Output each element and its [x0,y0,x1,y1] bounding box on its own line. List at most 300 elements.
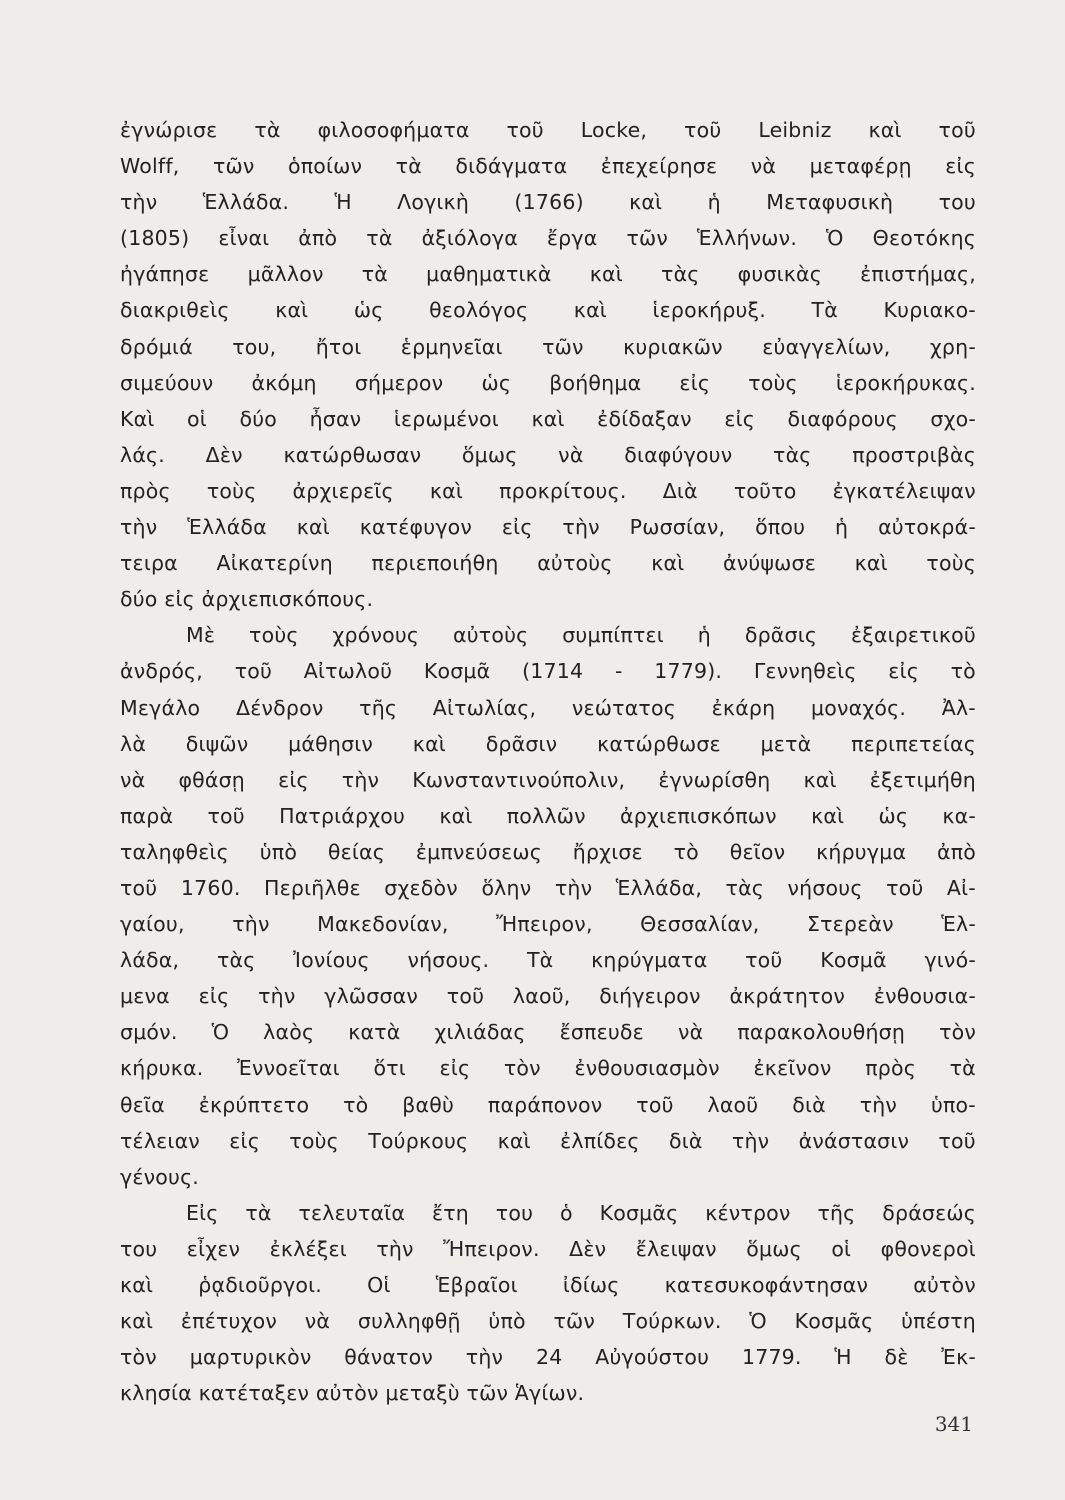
word: τὴν [341,767,380,792]
word: Ἑλ- [941,912,976,937]
word: ἐκλέξει [269,1236,347,1261]
word: - [614,659,623,684]
text-line [120,1087,976,1123]
word: χρόνους [332,623,420,648]
word: Οἱ [367,1273,391,1297]
word: καὶ [429,478,464,503]
line-text: γένους. [120,1164,200,1189]
text-line [120,545,976,581]
word: ἤρχισε [572,839,643,864]
word: του [120,1236,158,1261]
word: διὰ [668,1128,703,1153]
word: κα- [942,803,976,828]
word: ὅτι [373,1056,406,1081]
word: μάθησιν [288,731,374,756]
word: λάδα, [120,948,180,973]
text-line [120,184,976,220]
word: ἀκράτητον [729,984,846,1009]
word: Ἤπειρον. [443,1236,540,1261]
text-line [120,148,976,184]
word: φθάσῃ [178,767,246,792]
word: δρόμιά [120,334,193,359]
word: Πατριάρχου [279,803,406,828]
word: ὁποίων [288,154,363,179]
word: καὶ [275,298,309,323]
word: τοῦ [446,984,485,1009]
word: τοῦ [745,948,783,973]
word: ὡς [878,803,909,828]
text-line [120,292,976,328]
word: ὑπὸ [488,1309,526,1334]
word: θεολόγος [429,298,529,323]
page-number: 341 [934,1412,973,1436]
word: κατώρθωσε [597,731,721,756]
text-line [120,1375,976,1411]
word: διακριθεὶς [120,298,230,323]
word: Ἑλλήνων. [697,226,798,251]
word: λάς. [120,442,165,467]
line-text: δύο εἰς ἀρχιεπισκόπους. [120,587,374,612]
text-line [120,365,976,401]
word: περιεποιήθη [371,551,499,576]
word: μαρτυρικὸν [189,1345,312,1370]
word: Αὐγούστου [595,1345,710,1370]
word: θείας [327,839,385,864]
word: Ἀλ- [941,695,976,720]
text-line [120,1267,976,1303]
body-text [120,112,976,1411]
word: παράπονον [487,1092,603,1117]
text-line [120,1123,976,1159]
word: τοὺς [249,623,299,648]
word: ἐνθουσια- [873,984,976,1009]
word: του [938,190,976,215]
word: κατὰ [348,1020,401,1045]
word: θεῖα [120,1092,165,1117]
word: ἐδίδαξαν [597,406,692,431]
text-line [120,870,976,906]
word: νὰ [304,1309,331,1334]
word: τὰ [395,154,422,179]
word: εἰς [679,370,711,395]
word: γινό- [924,948,976,973]
word: σχο- [930,406,976,431]
word: δύο [239,406,278,431]
word: ὡς [353,298,384,323]
word: προκρίτους. [499,478,627,503]
word: θάνατον [344,1345,434,1370]
word: ἐπεχείρησε [600,154,718,179]
text-line [120,653,976,689]
word: ὑπὸ [259,839,298,864]
word: κατέφυγον [359,515,473,540]
word: παρὰ [120,803,174,828]
word: ἔσπευδε [559,1020,644,1045]
word: Τούρκους [368,1128,469,1153]
word: τὰ [366,226,393,251]
word: τὴν [465,1345,504,1370]
word: Ὁ [826,226,844,251]
word: εἰς [945,154,976,179]
word: Ἑλλάδα, [615,875,703,900]
word: ἔργα [546,226,598,251]
word: σήμερον [354,370,444,395]
word: ἱεροκήρυκας. [835,370,976,395]
word: (1766) [514,190,584,215]
word: φιλοσοφήματα [317,118,470,142]
word: καὶ [803,767,837,792]
text-line [120,1195,976,1231]
word: Τὰ [526,948,554,973]
word: νεώτατος [571,695,676,720]
word: κήρυγμα [816,839,907,864]
word: παρακολουθήσῃ [737,1020,906,1045]
word: Μεγάλο [120,695,201,720]
word: τὴν [120,515,158,540]
word: ἱεροκήρυξ. [652,298,766,323]
word: διαφόρους [787,406,898,431]
word: τοῦ [938,1128,976,1153]
text-line [120,220,976,256]
word: τοὺς [748,370,798,395]
word: ταληφθεὶς [120,839,229,864]
word: ἐξετιμήθη [869,767,976,792]
word: τοῦ [506,118,544,142]
word: ὑπέστη [901,1309,976,1334]
word: μᾶλλον [247,262,324,287]
word: Μὲ [186,623,216,648]
word: ἐγκατέλειψαν [832,478,976,503]
word: ἐπέτυχον [180,1309,278,1334]
word: ἐλπίδες [560,1128,640,1153]
word: ὁ [560,1200,573,1225]
word: καὶ [651,551,685,576]
word: τὰ [254,118,281,142]
word: ἀκόμη [251,370,317,395]
word: τὰς [725,875,765,900]
word: καὶ [296,515,330,540]
word: Κοσμᾶ [423,659,491,684]
word: γαίου, [120,912,185,937]
text-line [120,617,976,653]
word: περιπετείας [851,731,976,756]
word: 1779. [741,1345,802,1370]
word: τὴν [376,1236,414,1261]
word: τὴν [731,1128,770,1153]
word: ἀπὸ [298,226,338,251]
word: καὶ [439,803,473,828]
word: τὸν [503,1056,541,1081]
word: κατεσυκοφάντησαν [664,1273,869,1297]
word: ἐπιστήμας, [860,262,976,287]
word: ἑρμηνεῖαι [400,334,503,359]
word: τὰς [216,948,256,973]
word: ἡ [707,190,721,215]
word: κηρύγματα [591,948,708,973]
word: λαοῦ [707,1092,759,1117]
word: τὰς [661,262,700,287]
word: ὡς [481,370,512,395]
word: εἶναι [218,226,270,251]
word: Ἐκ- [941,1345,976,1370]
word: ἠγάπησε [120,262,210,287]
text-line [120,798,976,834]
word: οἱ [831,1236,852,1261]
word: τοῦ [120,875,158,900]
word: Εἰς [186,1200,219,1225]
word: Κοσμᾶ [820,948,887,973]
word: Ἡ [834,1345,852,1370]
word: πρὸς [120,478,171,503]
word: γλῶσσαν [324,984,419,1009]
text-line [120,1231,976,1267]
word: μετὰ [760,731,812,756]
word: Θεσσαλίαν, [640,912,760,937]
word: φθονεροὶ [880,1236,976,1261]
text-line [120,401,976,437]
word: ἐκάρη [711,695,776,720]
word: τὰ [245,1200,272,1225]
word: Δὲν [569,1236,607,1261]
word: βοήθημα [549,370,642,395]
word: βαθὺ [402,1092,455,1117]
word: εἰς [439,1056,471,1081]
word: ἔλειψαν [635,1236,717,1261]
word: τῶν [542,334,584,359]
word: διὰ [792,1092,826,1117]
word: Wolff, [120,154,180,179]
word: ἱερωμένοι [393,406,499,431]
word: Ἤπειρον, [496,912,593,937]
word: Λογικὴ [397,190,470,215]
word: Αἰκατερίνη [216,551,333,576]
word: συλληφθῇ [357,1309,461,1334]
word: πρὸς [865,1056,916,1081]
word: δρᾶσις [744,623,818,648]
word: χρη- [929,334,976,359]
word: τὴν [232,912,270,937]
word: ἡ [835,515,849,540]
word: λαὸς [263,1020,315,1045]
word: διδάγματα [455,154,568,179]
text-line [120,256,976,292]
word: τὸν [939,1020,976,1045]
word: (1714 [522,659,584,684]
word: συμπίπτει [562,623,664,648]
word: πολλῶν [506,803,586,828]
word: Στερεὰν [806,912,894,937]
word: Ρωσσίαν, [629,515,726,540]
word: τὰ [949,1056,976,1081]
word: καὶ [629,190,663,215]
word: τὰ [361,262,388,287]
word: τοῦ [684,118,722,142]
word: εἰς [278,767,309,792]
word: Ἐννοεῖται [237,1056,340,1081]
word: λαοῦ, [512,984,571,1009]
word: καὶ [811,803,845,828]
word: Δὲν [205,442,243,467]
text-line [120,1159,976,1195]
word: προστριβὰς [852,442,976,467]
word: Ἑβραῖοι [435,1273,518,1297]
word: εὐαγγελίων, [762,334,891,359]
word: 24 [535,1345,563,1370]
word: κέντρον [705,1200,791,1225]
word: Αἰτωλίας, [432,695,537,720]
word: οἱ [187,406,207,431]
text-line [120,726,976,762]
word: Ὁ [749,1309,767,1334]
word: ἤτοι [315,334,362,359]
word: εἶχεν [186,1236,241,1261]
word: Αἰτωλοῦ [303,659,393,684]
word: εἰς [229,1128,260,1153]
word: καὶ [412,731,446,756]
word: ἀπὸ [936,839,976,864]
word: ἐγνώρισε [120,118,218,142]
word: Θεοτόκης [872,226,976,251]
word: ὅπου [755,515,806,540]
word: Ἰονίους [293,948,370,973]
line-text: κλησία κατέταξεν αὐτὸν μεταξὺ τῶν Ἁγίων. [120,1381,585,1406]
word: κατώρθωσαν [283,442,422,467]
word: αὐτοὺς [537,551,613,576]
word: Κοσμᾶς [599,1200,679,1225]
word: καὶ [589,262,623,287]
word: τῶν [212,154,255,179]
word: τὴν [554,875,593,900]
word: τὸ [343,1092,369,1117]
word: ἦσαν [309,406,362,431]
word: ἀνάστασιν [798,1128,910,1153]
word: διήγειρον [599,984,701,1009]
word: μεταφέρῃ [809,154,912,179]
word: του [495,1200,534,1225]
text-line [120,1303,976,1339]
text-line [120,762,976,798]
word: ἀξιόλογα [421,226,518,251]
text-line [120,1014,976,1050]
word: ἐγνωρίσθη [658,767,771,792]
word: φυσικὰς [737,262,822,287]
word: αὐτοκρά- [878,515,976,540]
word: νήσους [787,875,863,900]
word: κυριακῶν [623,334,723,359]
word: τοῦ [234,659,273,684]
word: Ἡ [334,190,352,215]
word: τὸν [120,1345,157,1370]
text-line [120,690,976,726]
text-line [120,1050,976,1086]
word: καὶ [497,1128,531,1153]
word: (1805) [120,226,190,251]
word: τοῦ [886,875,924,900]
word: δὲ [884,1345,909,1370]
word: εἰς [501,515,533,540]
word: τοὺς [926,551,976,576]
word: ἐκεῖνον [753,1056,832,1081]
word: μενα [120,984,170,1009]
word: 1760. [180,875,241,900]
word: Τὰ [811,298,838,323]
word: τὸ [673,839,699,864]
word: Locke, [580,118,648,142]
word: αὐτὸν [913,1273,976,1297]
word: εἰς [724,406,755,431]
word: Μακεδονίαν, [317,912,449,937]
word: νὰ [677,1020,704,1045]
word: ὅμως [746,1236,802,1261]
word: ἐνθουσιασμὸν [574,1056,720,1081]
word: Κυριακο- [883,298,976,323]
word: καὶ [868,118,902,142]
word: τὴν [859,1092,898,1117]
word: καὶ [854,551,888,576]
text-line [120,473,976,509]
word: τὴν [562,515,600,540]
word: Ὁ [211,1020,230,1045]
word: δράσεώς [882,1200,976,1225]
word: δρᾶσιν [485,731,558,756]
word: καὶ [531,406,565,431]
text-line [120,906,976,942]
text-line [120,437,976,473]
word: εἰς [888,659,919,684]
word: μαθηματικὰ [426,262,552,287]
word: ἀρχιερεῖς [292,478,394,503]
word: τῶν [553,1309,596,1334]
text-line [120,329,976,365]
word: σμόν. [120,1020,178,1045]
word: μοναχός. [810,695,907,720]
word: Γεννηθεὶς [753,659,857,684]
word: τοὺς [289,1128,339,1153]
word: τὰς [773,442,812,467]
word: νήσους. [407,948,490,973]
word: χιλιάδας [434,1020,526,1045]
word: του, [232,334,277,359]
word: Leibniz [758,118,832,142]
word: Καὶ [120,406,155,431]
word: νὰ [750,154,777,179]
word: τοῦ [636,1092,674,1117]
word: ὅμως [461,442,518,467]
word: Αἰ- [946,875,976,900]
word: σιμεύουν [120,370,214,395]
word: τοῦ [938,118,976,142]
text-line [120,112,976,148]
word: εἰς [198,984,230,1009]
word: καὶ [120,1309,154,1334]
word: τῆς [817,1200,856,1225]
word: τῆς [359,695,398,720]
word: ἀρχιεπισκόπων [619,803,777,828]
word: τὴν [258,984,296,1009]
word: ὑπο- [930,1092,976,1117]
word: Τούρκων. [622,1309,722,1334]
text-line [120,1339,976,1375]
word: Δένδρον [235,695,324,720]
word: Κοσμᾶς [794,1309,874,1334]
word: θεῖον [729,839,786,864]
word: ἀνύψωσε [722,551,816,576]
word: Ἑλλάδα. [202,190,290,215]
word: Μεταφυσικὴ [766,190,894,215]
word: νὰ [120,767,146,792]
word: ἡ [697,623,711,648]
word: ἐκρύπτετο [198,1092,310,1117]
